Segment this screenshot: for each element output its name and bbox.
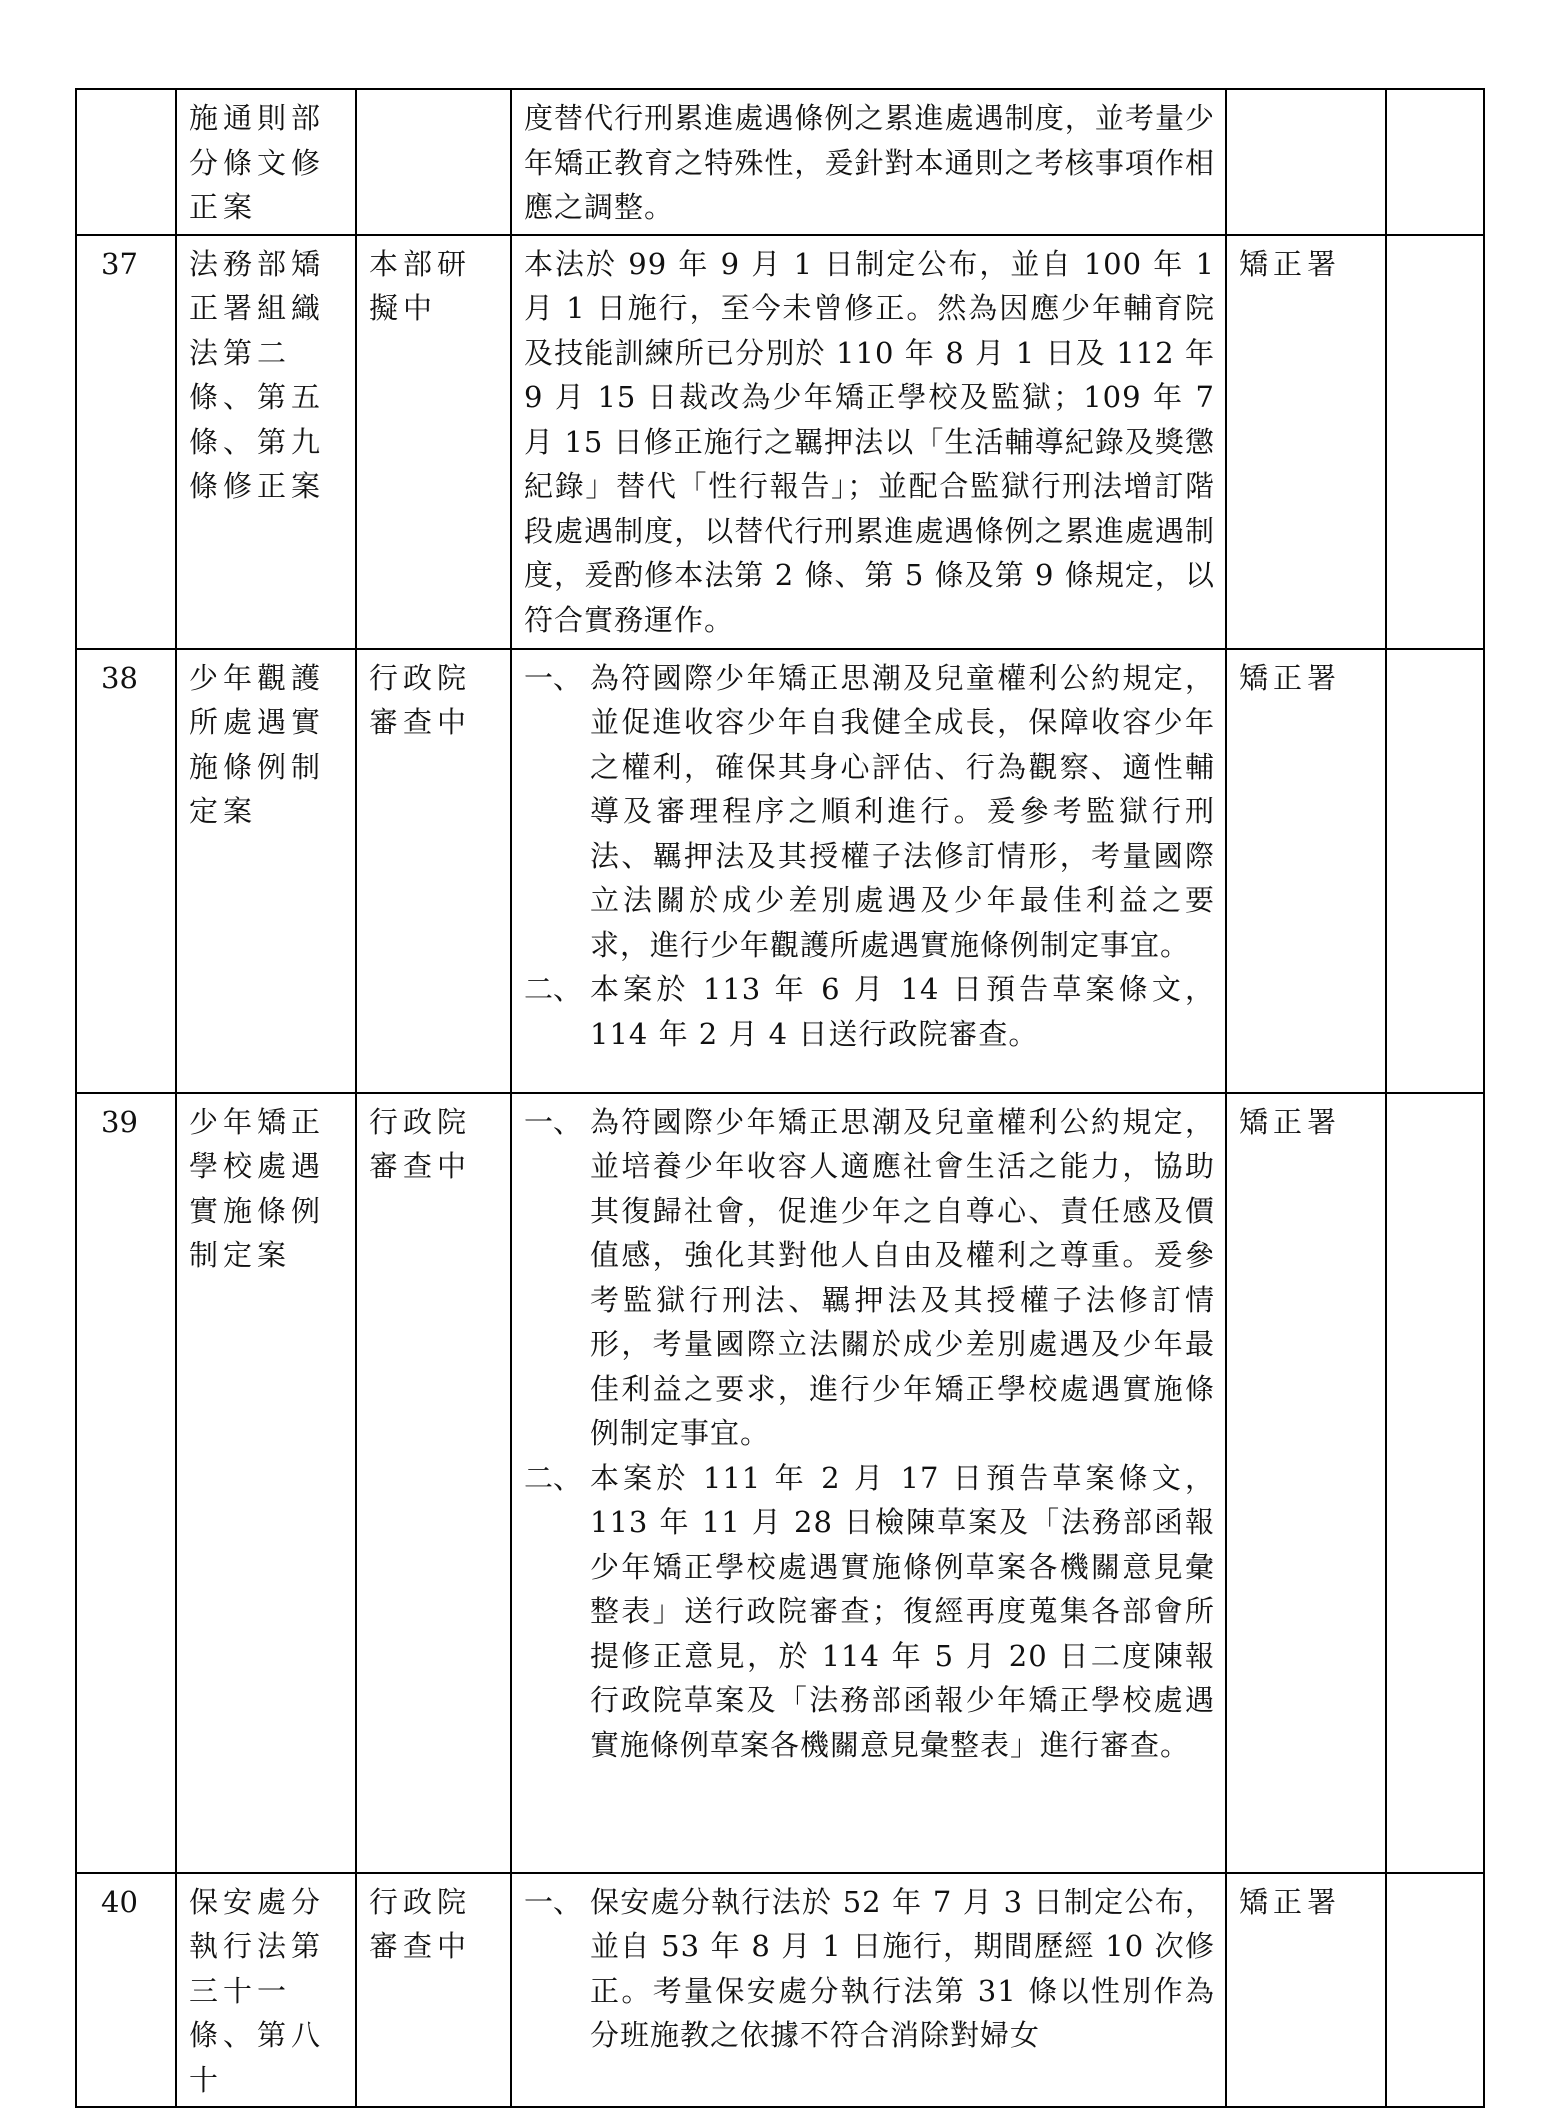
progress-status: 行政院審查中: [356, 649, 511, 1093]
item-marker: 一、: [524, 660, 583, 695]
description-cell: [511, 1093, 1226, 1873]
responsible-agency: [1226, 89, 1386, 235]
remark-cell: [1386, 1093, 1484, 1873]
item-marker: 二、: [524, 1460, 583, 1495]
progress-status: 本部研擬中: [356, 235, 511, 649]
responsible-agency: 矯正署: [1226, 1873, 1386, 2108]
description-item-1: [524, 1100, 1215, 1456]
responsible-agency: 矯正署: [1226, 649, 1386, 1093]
description-item-2: [524, 967, 1215, 1056]
item-text: 保安處分執行法於 52 年 7 月 3 日制定公布，並自 53 年 8 月 1 日施行，期間歷經 10 次修正。考量保安處分執行法第 31 條以性別作為分班施教之依據不符合消除對婦女: [590, 1884, 1215, 2052]
responsible-agency: 矯正署: [1226, 235, 1386, 649]
responsible-agency: 矯正署: [1226, 1093, 1386, 1873]
item-text: 本案於 111 年 2 月 17 日預告草案條文，113 年 11 月 28 日檢陳草案及「法務部函報少年矯正學校處遇實施條例草案各機關意見彙整表」送行政院審查；復經再度蒐集各部會所提修正意見，於 114 年 5 月 20 日二度陳報行政院草案及「法務部函報少年矯正學校處遇實施條例草案各機關意見彙整表」進行審查。: [590, 1460, 1215, 1762]
progress-status: 行政院審查中: [356, 1093, 511, 1873]
description-cell: [511, 235, 1226, 649]
item-text: 為符國際少年矯正思潮及兒童權利公約規定，並培養少年收容人適應社會生活之能力，協助其復歸社會，促進少年之自尊心、責任感及價值感，強化其對他人自由及權利之尊重。爰參考監獄行刑法、羈押法及其授權子法修訂情形，考量國際立法關於成少差別處遇及少年最佳利益之要求，進行少年矯正學校處遇實施條例制定事宜。: [590, 1104, 1215, 1450]
description-item-1: [524, 1880, 1215, 2058]
item-marker: 一、: [524, 1884, 583, 1919]
description-paragraph: 度替代行刑累進處遇條例之累進處遇制度，並考量少年矯正教育之特殊性，爰針對本通則之考核事項作相應之調整。: [524, 101, 1215, 224]
law-title: 法務部矯正署組織法第二條、第五條、第九條修正案: [176, 235, 356, 649]
table-row-40: [76, 1873, 1484, 2108]
item-text: 為符國際少年矯正思潮及兒童權利公約規定，並促進收容少年自我健全成長，保障收容少年之權利，確保其身心評估、行為觀察、適性輔導及審理程序之順利進行。爰參考監獄行刑法、羈押法及其授權子法修訂情形，考量國際立法關於成少差別處遇及少年最佳利益之要求，進行少年觀護所處遇實施條例制定事宜。: [590, 660, 1215, 962]
law-title: 少年矯正學校處遇實施條例制定案: [176, 1093, 356, 1873]
progress-status: 行政院審查中: [356, 1873, 511, 2108]
row-number: 38: [76, 649, 176, 1093]
row-number: [76, 89, 176, 235]
item-marker: 二、: [524, 972, 583, 1006]
remark-cell: [1386, 1873, 1484, 2108]
table-row-39: [76, 1093, 1484, 1873]
law-title: 施通則部分條文修正案: [176, 89, 356, 235]
item-text: 本案於 113 年 6 月 14 日預告草案條文，114 年 2 月 4 日送行政院審查。: [590, 972, 1215, 1051]
remark-cell: [1386, 89, 1484, 235]
description-cell: [511, 649, 1226, 1093]
remark-cell: [1386, 235, 1484, 649]
row-number: 39: [76, 1093, 176, 1873]
description-item-2: [524, 1456, 1215, 1768]
item-marker: 一、: [524, 1104, 583, 1139]
remark-cell: [1386, 649, 1484, 1093]
law-title: 保安處分執行法第三十一條、第八十: [176, 1873, 356, 2108]
row-number: 40: [76, 1873, 176, 2108]
progress-status: [356, 89, 511, 235]
regulation-table: [75, 88, 1485, 2108]
law-title: 少年觀護所處遇實施條例制定案: [176, 649, 356, 1093]
description-item-1: [524, 656, 1215, 968]
table-row-continued: [76, 89, 1484, 235]
table-row-37: [76, 235, 1484, 649]
row-number: 37: [76, 235, 176, 649]
description-paragraph: 本法於 99 年 9 月 1 日制定公布，並自 100 年 1 月 1 日施行，至今未曾修正。然為因應少年輔育院及技能訓練所已分別於 110 年 8 月 1 日及 112 年 9 月 15 日裁改為少年矯正學校及監獄；109 年 7 月 15 日修正施行之羈押法以「生活輔導紀錄及獎懲紀錄」替代「性行報告」；並配合監獄行刑法增訂階段處遇制度，以替代行刑累進處遇條例之累進處遇制度，爰酌修本法第 2 條、第 5 條及第 9 條規定，以符合實務運作。: [524, 246, 1215, 637]
description-cell: [511, 89, 1226, 235]
table-row-38: [76, 649, 1484, 1093]
description-cell: [511, 1873, 1226, 2108]
